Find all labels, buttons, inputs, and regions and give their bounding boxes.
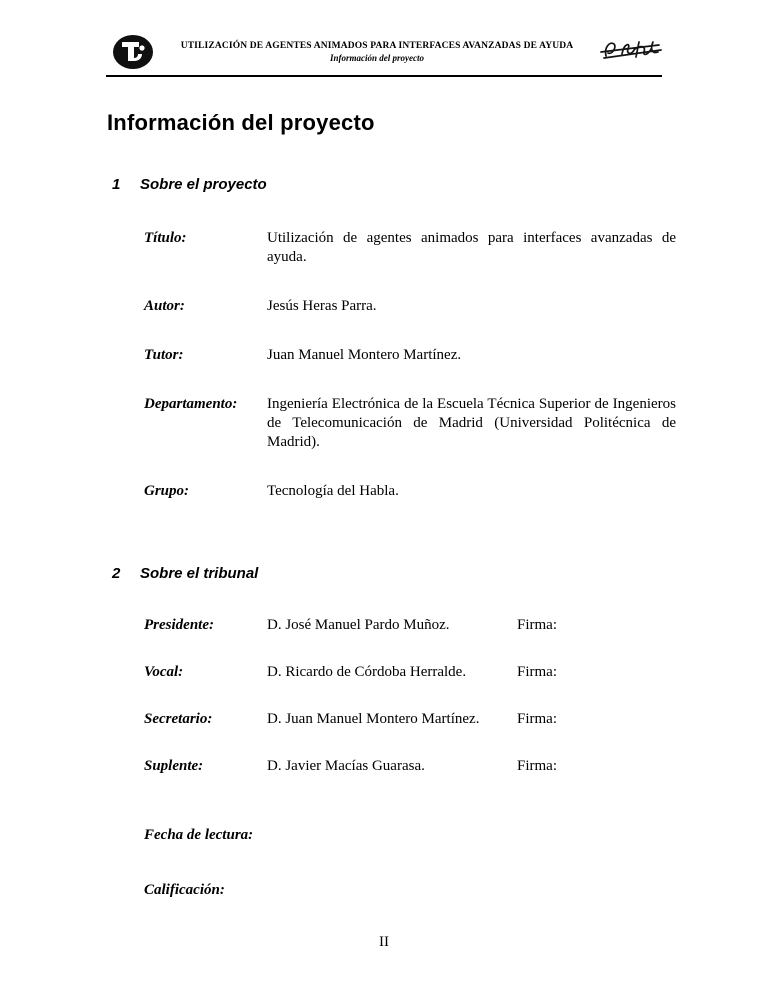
firma-label: Firma: — [517, 711, 557, 727]
tribunal-label-suplente: Suplente: — [144, 758, 204, 774]
page-header — [106, 0, 662, 77]
section-heading-1 — [107, 176, 676, 193]
field-row-departamento — [144, 395, 676, 452]
tribunal-value-vocal: D. Ricardo de Córdoba Herralde. — [267, 664, 467, 680]
tribunal-row-vocal — [144, 663, 676, 682]
signature-logo-icon — [600, 39, 662, 65]
field-row-titulo — [144, 229, 676, 267]
header-title: UTILIZACIÓN DE AGENTES ANIMADOS PARA INTERFACES AVANZADAS DE AYUDA — [180, 41, 574, 51]
header-text-block — [154, 41, 600, 63]
tribunal-label-presidente: Presidente: — [144, 617, 214, 633]
page-number: II — [379, 934, 389, 950]
university-logo-icon — [112, 34, 154, 70]
tribunal-row-suplente — [144, 757, 676, 776]
section-1-title: Sobre el proyecto — [140, 176, 267, 193]
tribunal-value-presidente: D. José Manuel Pardo Muñoz. — [267, 617, 450, 633]
section-heading-2 — [107, 565, 676, 582]
field-label-tutor: Tutor: — [144, 347, 184, 363]
page-title: Información del proyecto — [107, 110, 375, 135]
field-label-titulo: Título: — [144, 230, 187, 246]
field-label-departamento: Departamento: — [144, 396, 238, 412]
field-value-grupo: Tecnología del Habla. — [267, 483, 399, 499]
tribunal-value-suplente: D. Javier Macías Guarasa. — [267, 758, 425, 774]
firma-label: Firma: — [517, 758, 557, 774]
fecha-lectura-label: Fecha de lectura: — [144, 827, 254, 843]
field-value-tutor: Juan Manuel Montero Martínez. — [267, 347, 462, 363]
firma-label: Firma: — [517, 617, 557, 633]
content-area — [0, 110, 768, 900]
section-2-title: Sobre el tribunal — [140, 565, 259, 582]
field-label-grupo: Grupo: — [144, 483, 190, 499]
field-row-grupo — [144, 482, 676, 501]
tribunal-label-secretario: Secretario: — [144, 711, 213, 727]
tribunal-row-secretario — [144, 710, 676, 729]
section-1-number: 1 — [112, 176, 121, 193]
field-row-tutor — [144, 346, 676, 365]
field-value-titulo: Utilización de agentes animados para interfaces avanzadas de ayuda. — [267, 230, 676, 265]
firma-label: Firma: — [517, 664, 557, 680]
header-subtitle: Información del proyecto — [330, 53, 424, 63]
field-row-autor — [144, 297, 676, 316]
field-value-departamento: Ingeniería Electrónica de la Escuela Técnica Superior de Ingenieros de Telecomunicación de Madrid (Universidad Politécnica de Madrid). — [267, 396, 676, 450]
tribunal-value-secretario: D. Juan Manuel Montero Martínez. — [267, 711, 480, 727]
section-2-number: 2 — [112, 565, 121, 582]
calificacion-label: Calificación: — [144, 882, 225, 898]
tribunal-row-presidente — [144, 616, 676, 635]
field-label-autor: Autor: — [144, 298, 185, 314]
field-value-autor: Jesús Heras Parra. — [267, 298, 377, 314]
tribunal-label-vocal: Vocal: — [144, 664, 184, 680]
